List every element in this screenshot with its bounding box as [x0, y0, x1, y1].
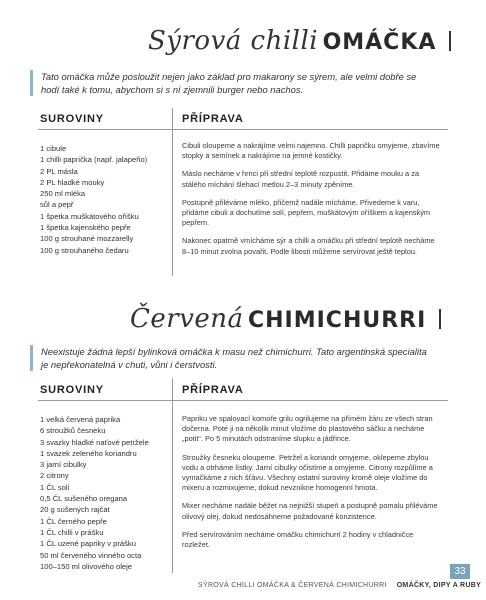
ingredient-item: 2 PL másla [40, 166, 78, 176]
ingredient-item: 1 velká červená paprika [40, 415, 121, 424]
preparation-step: Postupně přiléváme mléko, přičemž nadále mícháme. Přivedeme k varu, přidáme cibuli a dochutíme solí, pepřem, muškátovým oříškem a kajenským pepřem. [182, 197, 431, 228]
ingredient-item: 1 cibule [40, 144, 67, 153]
ingredient-item: 0,5 ČL sušeného oregana [40, 494, 128, 504]
ingredient-item: 100 g strouhané mozzarelly [40, 234, 134, 244]
recipe1-ingredient-list [40, 143, 170, 256]
preparation-step: Stroužky česneku oloupeme. Petržel a koriandr omyjeme, oklepeme zbylou vodu a otrháme lístky. Jarní cibulky očistíme a omyjeme. Citrony rozpůlíme a vymačkáme z nich šťávu. Všechny ostatní suroviny kromě oleje vložíme do mixeru a rozmixujeme, dokud nevznikne homogenní hmota. [182, 452, 433, 493]
ingredient-item: 2 citrony [40, 471, 69, 481]
preparation-step: Před servírováním necháme omáčku chimichurri 2 hodiny v chladničce rozležet. [182, 529, 414, 550]
ingredient-item: 1 svazek zeleného koriandru [40, 448, 137, 458]
preparation-step: Cibuli oloupeme a nakrájíme velmi najemno. Chilli papričku omyjeme, zbavíme stopky a semínek a nakrájíme na jemné kostičky. [182, 141, 440, 161]
recipe2-column-divider [172, 378, 173, 573]
ingredient-item: 1 špetka kajenského pepře [40, 223, 131, 233]
footer-section-title: SÝROVÁ CHILLI OMÁČKA & ČERVENÁ CHIMICHURRI [198, 582, 387, 589]
recipe1-title-script: Sýrová chilli [148, 26, 319, 56]
preparation-step: Máslo necháme v hrnci při střední teplotě rozpustit. Přidáme mouku a za stálého míchání šlehací metlou 2–3 minuty zpěníme. [182, 169, 420, 189]
recipe1-preparation-steps [182, 141, 442, 265]
recipe1-heading-rule [38, 129, 448, 130]
preparation-step: Nakonec opatrně vmícháme sýr a chilli a omáčku při střední teplotě necháme 8–10 minut zvolna povařit. Podle libosti můžeme servírovat ještě teplou. [182, 236, 435, 256]
ingredient-item: 1 špetka muškátového oříšku [40, 211, 139, 221]
preparation-step: Papriku ve spalovací komoře grilu ogrilujeme na přímém žáru ze všech stran dočerna. Poté ji na několik minut vložíme do plastového sáčku a necháme „potit“. Po 5 minutách odstraníme slupku a jádřince. [182, 414, 433, 444]
recipe1-intro: Tato omáčka může posloužit nejen jako základ pro makarony se sýrem, ale velmi dobře se hodí také k tomu, abychom si s ní zjemnili burger nebo nachos. [30, 70, 431, 96]
recipe2-title-script: Červená [130, 304, 244, 334]
recipe2-preparation-steps [182, 414, 442, 558]
recipe1-column-divider [172, 108, 173, 276]
page-footer [198, 582, 481, 589]
ingredient-item: 1 ČL černého pepře [40, 516, 107, 526]
ingredient-item: 3 svazky hladké naťové petrželе [40, 437, 149, 447]
ingredient-item: 100–150 ml olivového oleje [40, 561, 133, 571]
recipe2-preparation-heading: PŘÍPRAVA [182, 384, 244, 396]
page-number: 33 [450, 564, 470, 579]
recipe1-preparation-heading: PŘÍPRAVA [182, 113, 244, 125]
recipe1-ingredients-heading: SUROVINY [40, 113, 104, 125]
ingredient-item: 6 stroužků česneku [40, 426, 106, 436]
ingredient-item: sůl a pepř [40, 200, 74, 210]
ingredient-item: 50 ml červeného vinného octa [40, 550, 142, 560]
recipe1-title-caps: OMÁČKA [322, 30, 437, 55]
ingredient-item: 3 jarní cibulky [40, 460, 87, 470]
recipe2-intro: Neexistuje žádná lepší bylinková omáčka k masu než chimichurri. Tato argentinská specialita je nepřekonatelná v chuti, vůni i čerstvosti. [30, 345, 431, 371]
ingredient-item: 1 ČL uzené papriky v prášku [40, 539, 136, 549]
recipe2-ingredients-heading: SUROVINY [40, 384, 104, 396]
title-accent-bar [439, 309, 441, 329]
recipe2-title [130, 304, 441, 334]
recipe2-title-caps: CHIMICHURRI [247, 308, 427, 333]
preparation-step: Mixer necháme nadále běžet na nejnižší stupeň a postupně pomalu přiléváme olivový olej, dokud nedosáhneme požadované konzistence. [182, 501, 438, 521]
ingredient-item: 1 ČL chilli v prášku [40, 527, 104, 537]
ingredient-item: 250 ml mléka [40, 189, 86, 199]
recipe1-title [148, 26, 451, 56]
ingredient-item: 1 ČL soli [40, 482, 70, 492]
recipe2-ingredient-list [40, 414, 170, 572]
ingredient-item: 20 g sušených rajčat [40, 505, 110, 515]
ingredient-item: 1 chilli paprička (např. jalapeño) [40, 155, 148, 165]
footer-chapter-title: OMÁČKY, DIPY A RUBY [396, 582, 482, 589]
recipe2-heading-rule [38, 400, 448, 401]
title-accent-bar [449, 31, 451, 51]
ingredient-item: 2 PL hladké mouky [40, 177, 105, 187]
ingredient-item: 100 g strouhaného čedaru [40, 245, 129, 255]
